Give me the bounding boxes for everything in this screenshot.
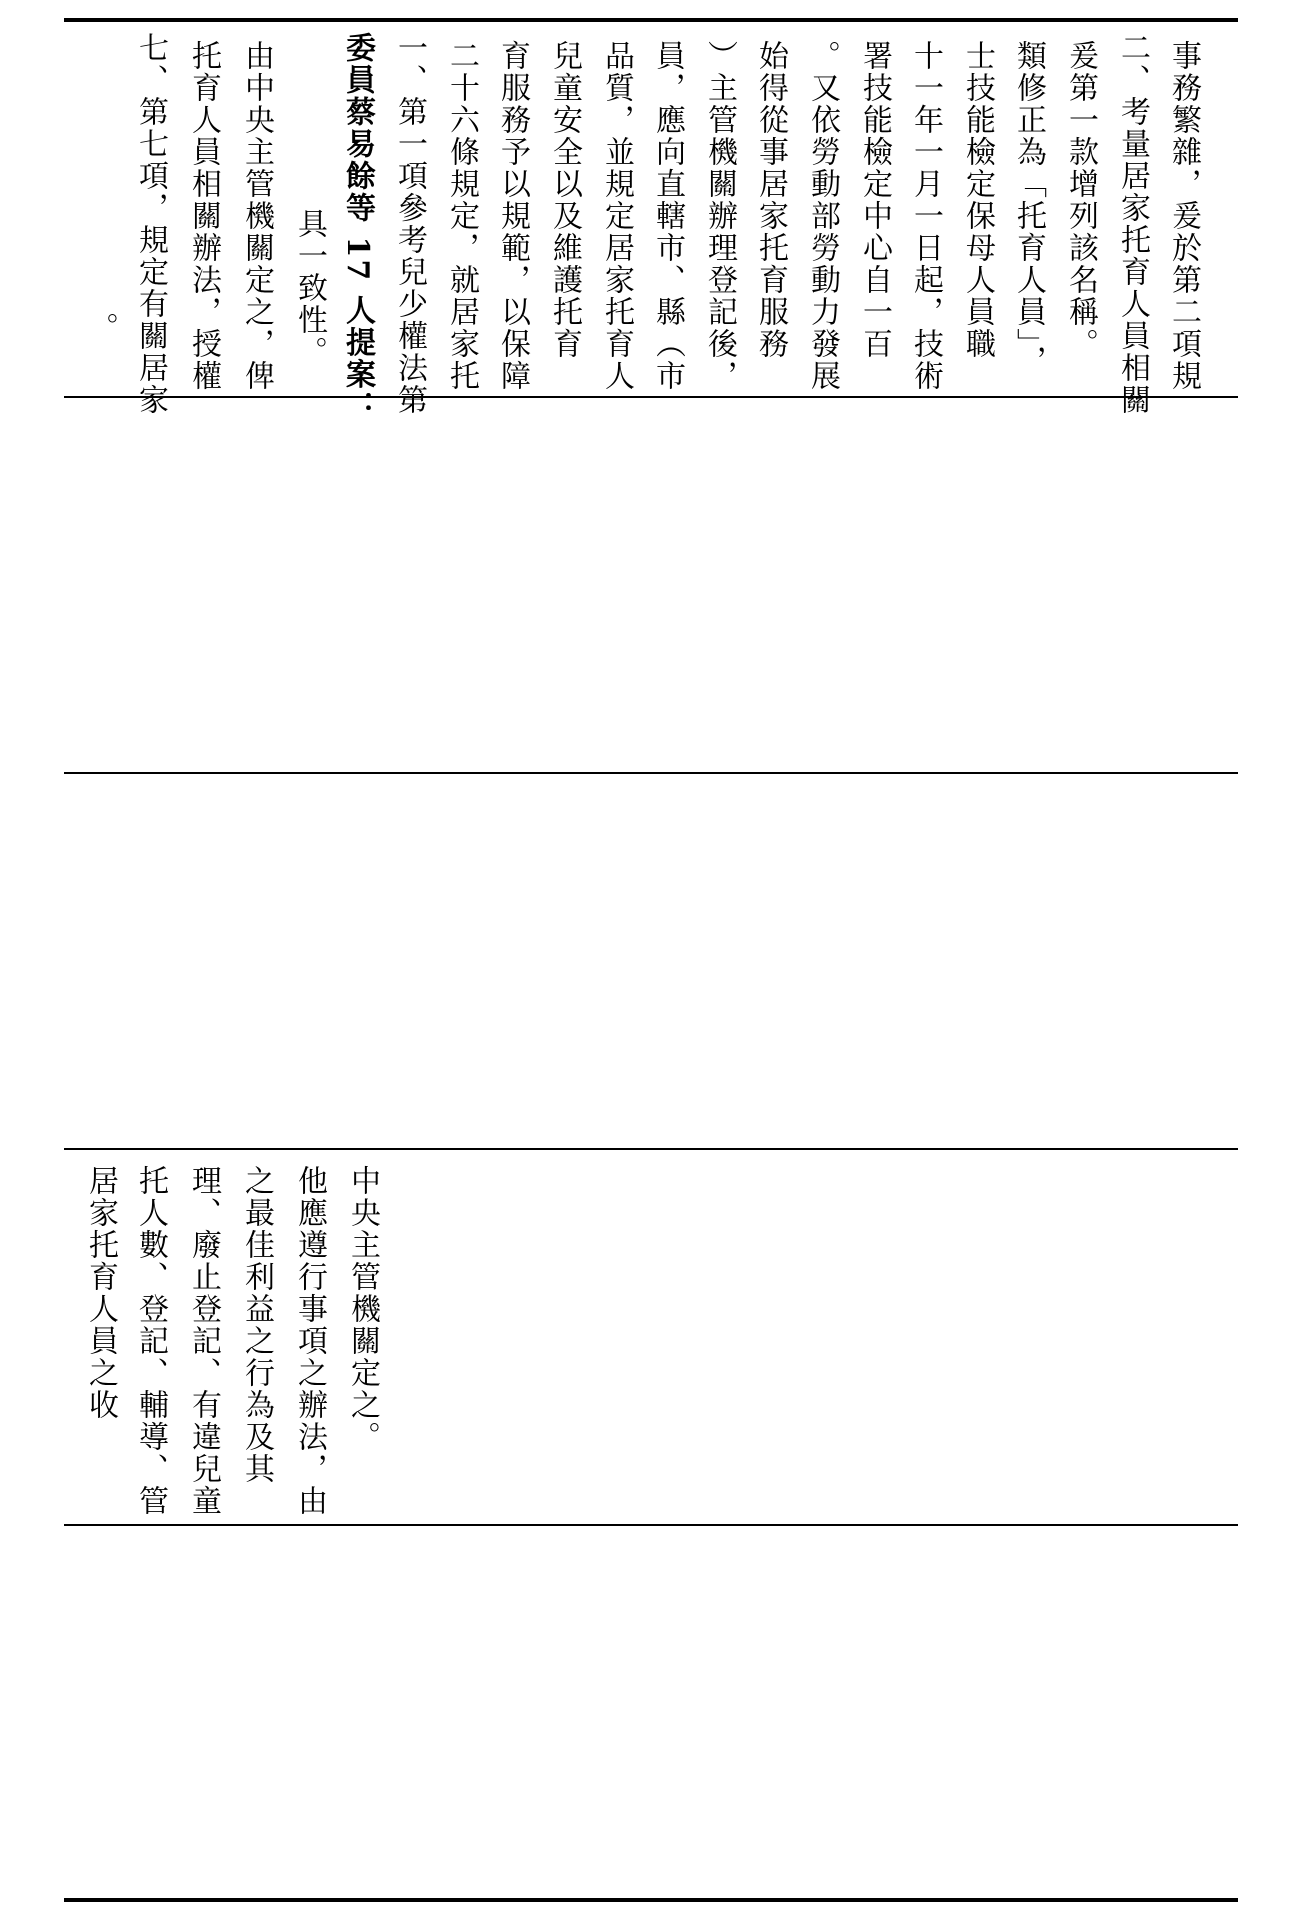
text-column: 托育人員相關辦法，授權	[186, 40, 221, 392]
row-divider-3	[64, 1148, 1238, 1150]
text-column: 士技能檢定保母人員職	[960, 40, 995, 360]
bottom-rule	[64, 1898, 1238, 1902]
text-column: 由中央主管機關定之，俾	[239, 40, 274, 392]
text-column: 兒童安全以及維護托育	[547, 40, 582, 360]
text-column: 。	[83, 312, 118, 344]
text-column: 理、廢止登記、有違兒童	[186, 1165, 221, 1517]
text-column: 類修正為「托育人員」，	[1011, 40, 1046, 377]
text-column: 品質，並規定居家托育人	[599, 40, 634, 392]
text-column: 二、考量居家托育人員相關	[1115, 32, 1150, 416]
text-column: 。又依勞動部勞動力發展	[805, 40, 840, 392]
text-column: 一、第一項參考兒少權法第	[392, 32, 427, 416]
text-column: 具一致性。	[292, 208, 327, 368]
text-column: 他應遵行事項之辦法，由	[292, 1165, 327, 1517]
row-divider-4	[64, 1524, 1238, 1526]
text-column: 十一年一月一日起，技術	[908, 40, 943, 392]
text-column: 員，應向直轄市、縣（市	[650, 40, 685, 392]
text-column: 始得從事居家托育服務	[753, 40, 788, 360]
text-column: 署技能檢定中心自一百	[857, 40, 892, 360]
row-divider-1	[64, 396, 1238, 398]
text-column: 托人數、登記、輔導、管	[133, 1165, 168, 1517]
text-column: 中央主管機關定之。	[345, 1165, 380, 1453]
text-column: 七、第七項，規定有關居家	[133, 32, 168, 416]
text-column: 二十六條規定，就居家托	[444, 40, 479, 392]
text-column: ）主管機關辦理登記後，	[702, 40, 737, 392]
text-column: 育服務予以規範，以保障	[495, 40, 530, 392]
text-column: 事務繁雜，爰於第二項規	[1166, 40, 1201, 392]
row-divider-2	[64, 772, 1238, 774]
text-column: 爰第一款增列該名稱。	[1063, 40, 1098, 360]
text-column: 居家托育人員之收	[83, 1165, 118, 1421]
proposal-heading: 委員蔡易餘等 17 人提案：	[340, 32, 375, 423]
top-rule	[64, 18, 1238, 22]
text-column: 之最佳利益之行為及其	[239, 1165, 274, 1485]
